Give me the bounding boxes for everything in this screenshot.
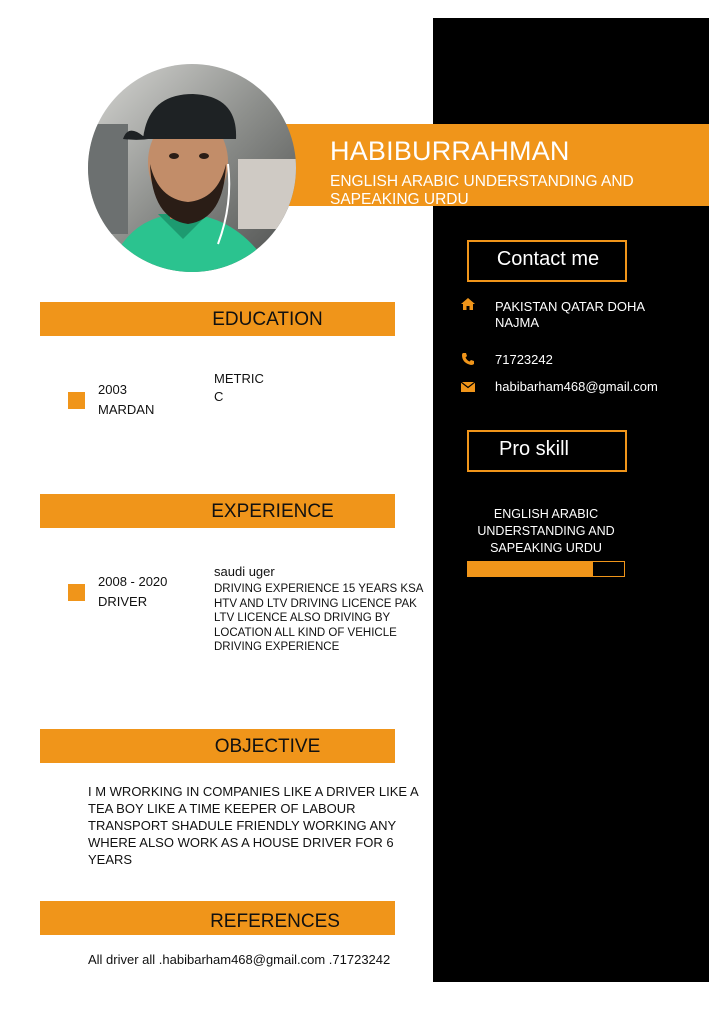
education-year: 2003 [98,382,127,397]
phone-icon [460,352,476,369]
experience-bullet [68,584,85,601]
skill-label: ENGLISH ARABIC UNDERSTANDING AND SAPEAKING URDU [477,507,615,555]
objective-title: OBJECTIVE [214,736,321,757]
contact-title: Contact me [496,248,600,270]
education-degree: METRIC [214,371,264,386]
profile-photo [88,64,296,272]
education-place: MARDAN [98,402,155,417]
skill-bar-fill [468,562,593,576]
references-title: REFERENCES [210,911,340,932]
objective-text: I M WRORKING IN COMPANIES LIKE A DRIVER LIKE A TEA BOY LIKE A TIME KEEPER OF LABOUR TRANSPORT SHADULE FRIENDLY WORKING ANY WHERE ALSO WORK AS A HOUSE DRIVER FOR 6 YEARS [88,784,418,867]
education-degree-line2: C [214,389,224,404]
education-bullet [68,392,85,409]
person-name: HABIBURRAHMAN [330,136,570,166]
contact-phone: 71723242 [495,352,553,367]
education-title: EDUCATION [212,309,323,330]
pro-skill-title: Pro skill [498,438,569,460]
skill-bar [467,561,625,577]
experience-title: EXPERIENCE [211,501,334,522]
contact-address: PAKISTAN QATAR DOHA NAJMA [495,299,645,330]
experience-role: DRIVER [98,594,148,609]
experience-description: DRIVING EXPERIENCE 15 YEARS KSA HTV AND LTV DRIVING LICENCE PAK LTV LICENCE ALSO DRIVING BY LOCATION ALL KIND OF VEHICLE DRIVING EXPERIENCE [214,583,423,653]
experience-years: 2008 - 2020 [98,574,168,589]
experience-company: saudi uger [214,564,275,579]
references-text: All driver all .habibarham468@gmail.com .71723242 [88,952,391,967]
contact-email[interactable]: habibarham468@gmail.com [495,379,658,394]
home-icon [460,298,476,313]
person-subtitle: ENGLISH ARABIC UNDERSTANDING AND SAPEAKING URDU [330,173,634,208]
envelope-icon [460,380,476,395]
